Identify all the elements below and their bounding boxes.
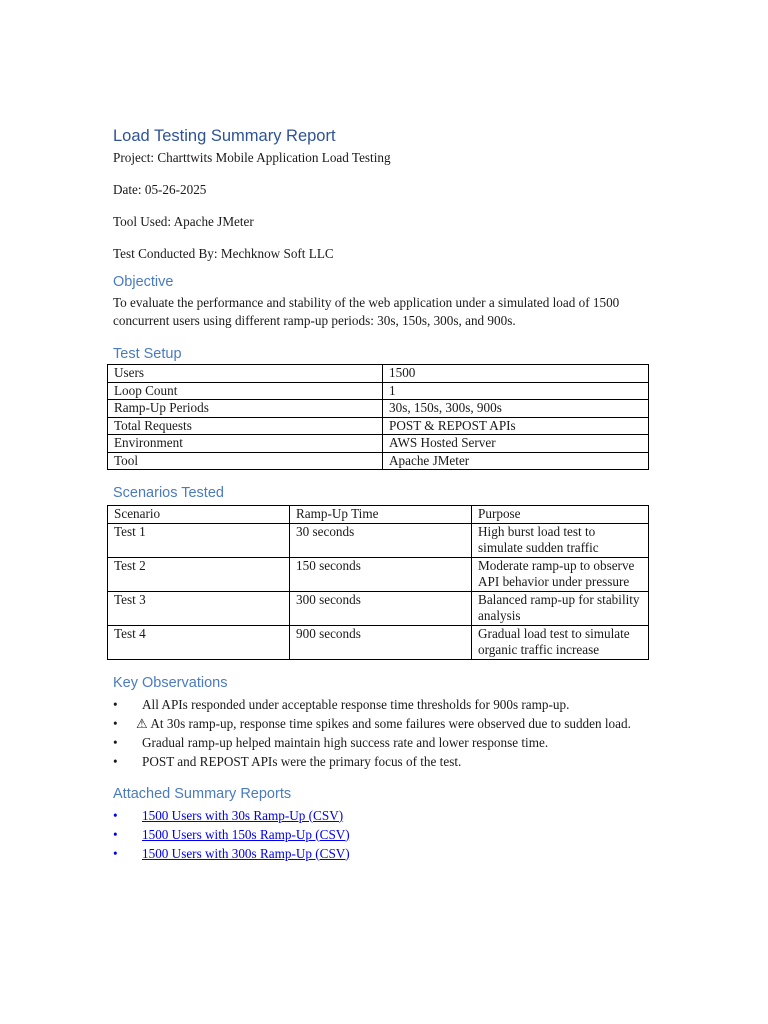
conducted-by-line: Test Conducted By: Mechknow Soft LLC <box>113 246 334 261</box>
column-header: Scenario <box>108 506 290 524</box>
table-cell: AWS Hosted Server <box>383 435 649 453</box>
table-cell: 30s, 150s, 300s, 900s <box>383 400 649 418</box>
observations-list <box>113 695 653 771</box>
table-row <box>108 365 649 383</box>
list-item <box>113 844 653 863</box>
bullet-icon: • <box>113 753 118 769</box>
test-setup-heading: Test Setup <box>113 346 182 362</box>
table-cell: Gradual load test to simulate organic traffic increase <box>472 625 649 659</box>
bullet-icon: • <box>113 734 118 750</box>
table-cell: 150 seconds <box>290 557 472 591</box>
table-row <box>108 523 649 557</box>
table-cell: Test 2 <box>108 557 290 591</box>
list-item <box>113 714 653 733</box>
table-cell: Loop Count <box>108 382 383 400</box>
column-header: Purpose <box>472 506 649 524</box>
list-item <box>113 695 653 714</box>
table-cell: Environment <box>108 435 383 453</box>
table-cell: Ramp-Up Periods <box>108 400 383 418</box>
table-cell: Moderate ramp-up to observe API behavior under pressure <box>472 557 649 591</box>
scenarios-heading: Scenarios Tested <box>113 485 224 501</box>
table-cell: Users <box>108 365 383 383</box>
report-link-150s[interactable]: 1500 Users with 150s Ramp-Up (CSV) <box>142 826 350 842</box>
table-row <box>108 625 649 659</box>
table-row <box>108 452 649 470</box>
bullet-icon: • <box>113 807 118 823</box>
table-cell: Apache JMeter <box>383 452 649 470</box>
observation-text: ⚠ At 30s ramp-up, response time spikes and some failures were observed due to sudden load. <box>136 715 631 731</box>
table-cell: Test 4 <box>108 625 290 659</box>
objective-text: To evaluate the performance and stability of the web application under a simulated load of 1500 concurrent users using different ramp-up periods: 30s, 150s, 300s, and 900s. <box>113 295 620 328</box>
observation-text: All APIs responded under acceptable response time thresholds for 900s ramp-up. <box>142 696 570 712</box>
objective-heading: Objective <box>113 274 174 290</box>
attached-reports-heading: Attached Summary Reports <box>113 785 292 802</box>
project-line: Project: Charttwits Mobile Application Load Testing <box>113 150 391 165</box>
observation-text: Gradual ramp-up helped maintain high success rate and lower response time. <box>142 734 549 750</box>
list-item <box>113 806 653 825</box>
observation-text: POST and REPOST APIs were the primary focus of the test. <box>142 753 462 769</box>
list-item <box>113 733 653 752</box>
table-cell: Test 1 <box>108 523 290 557</box>
tool-line: Tool Used: Apache JMeter <box>113 214 254 229</box>
table-cell: Total Requests <box>108 417 383 435</box>
report-meta <box>113 149 653 262</box>
table-row <box>108 417 649 435</box>
column-header: Ramp-Up Time <box>290 506 472 524</box>
table-cell: 1500 <box>383 365 649 383</box>
report-link-300s[interactable]: 1500 Users with 300s Ramp-Up (CSV) <box>142 845 350 861</box>
bullet-icon: • <box>113 696 118 712</box>
attachments-list <box>113 806 653 863</box>
table-header-row <box>108 506 649 524</box>
table-row <box>108 591 649 625</box>
table-row <box>108 557 649 591</box>
key-observations-heading: Key Observations <box>113 674 228 691</box>
table-cell: 900 seconds <box>290 625 472 659</box>
list-item <box>113 825 653 844</box>
bullet-icon: • <box>113 826 118 842</box>
table-cell: High burst load test to simulate sudden traffic <box>472 523 649 557</box>
table-cell: POST & REPOST APIs <box>383 417 649 435</box>
table-cell: Balanced ramp-up for stability analysis <box>472 591 649 625</box>
date-line: Date: 05-26-2025 <box>113 182 207 197</box>
list-item <box>113 752 653 771</box>
table-row <box>108 382 649 400</box>
table-cell: Test 3 <box>108 591 290 625</box>
table-row <box>108 435 649 453</box>
bullet-icon: • <box>113 715 118 731</box>
table-cell: Tool <box>108 452 383 470</box>
report-title: Load Testing Summary Report <box>113 127 336 145</box>
table-cell: 300 seconds <box>290 591 472 625</box>
table-cell: 1 <box>383 382 649 400</box>
bullet-icon: • <box>113 845 118 861</box>
table-cell: 30 seconds <box>290 523 472 557</box>
test-setup-table <box>107 364 649 470</box>
report-link-30s[interactable]: 1500 Users with 30s Ramp-Up (CSV) <box>142 807 344 823</box>
table-row <box>108 400 649 418</box>
document-page <box>113 125 653 863</box>
scenarios-table <box>107 505 649 660</box>
